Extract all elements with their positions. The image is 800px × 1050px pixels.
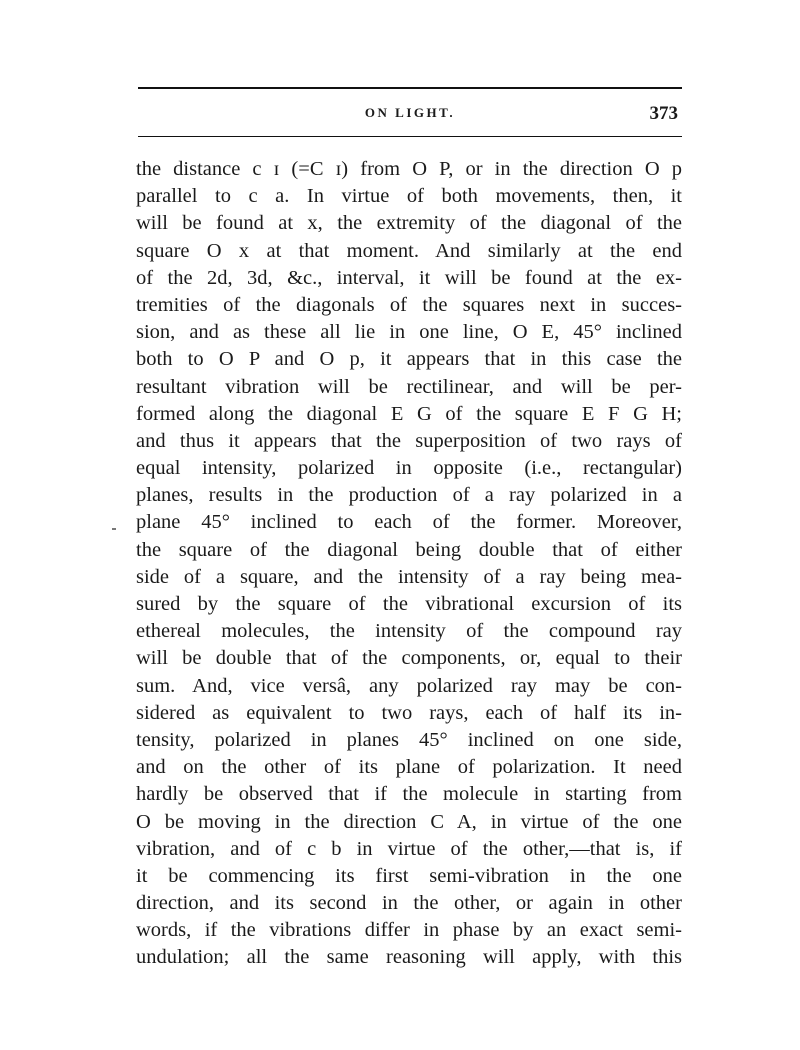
text-line: parallel to c a. In virtue of both movements, then, it <box>136 185 682 208</box>
text-line: tremities of the diagonals of the squares next in succes- <box>136 293 682 316</box>
text-line: the distance c ɪ (=C ɪ) from O P, or in the direction O p <box>136 158 682 180</box>
text-line: the square of the diagonal being double that of either <box>136 538 682 561</box>
text-line: both to O P and O p, it appears that in this case the <box>136 348 682 371</box>
text-line: vibration, and of c b in virtue of the other,—that is, if <box>136 837 682 860</box>
text-line: formed along the diagonal E G of the square E F G H; <box>136 402 682 425</box>
text-line: sured by the square of the vibrational excursion of its <box>136 593 682 615</box>
running-title: ON LIGHT. <box>364 105 456 120</box>
text-line: words, if the vibrations differ in phase by an exact semi- <box>136 919 682 942</box>
text-line: resultant vibration will be rectilinear, and will be per- <box>136 375 682 398</box>
header-top-rule <box>138 87 682 89</box>
text-line: undulation; all the same reasoning will apply, with this <box>136 946 682 969</box>
text-line: square O x at that moment. And similarly at the end <box>136 239 682 262</box>
page-number: 373 <box>649 103 678 124</box>
text-line: side of a square, and the intensity of a ray being mea- <box>136 565 682 588</box>
text-line: and on the other of its plane of polarization. It need <box>136 756 682 779</box>
header-bottom-rule <box>138 136 682 137</box>
running-head <box>138 103 682 129</box>
text-line: sum. And, vice versâ, any polarized ray may be con- <box>136 674 682 697</box>
text-line: hardly be observed that if the molecule in starting from <box>136 783 682 806</box>
text-line: of the 2d, 3d, &c., interval, it will be found at the ex- <box>136 266 682 289</box>
text-line: sion, and as these all lie in one line, O E, 45° inclined <box>136 321 682 344</box>
text-line: ethereal molecules, the intensity of the compound ray <box>136 620 682 643</box>
margin-mark <box>112 528 116 530</box>
text-line: and thus it appears that the superposition of two rays of <box>136 429 682 452</box>
text-line: equal intensity, polarized in opposite (i.e., rectangular) <box>136 457 682 480</box>
text-line: direction, and its second in the other, or again in other <box>136 892 682 915</box>
text-line: it be commencing its first semi-vibration in the one <box>136 864 682 887</box>
text-line: will be double that of the components, or, equal to their <box>136 647 682 670</box>
text-line: plane 45° inclined to each of the former. Moreover, <box>136 511 682 534</box>
text-line: tensity, polarized in planes 45° inclined on one side, <box>136 728 682 751</box>
text-line: planes, results in the production of a ray polarized in a <box>136 484 682 507</box>
text-line: O be moving in the direction C A, in virtue of the one <box>136 810 682 833</box>
body-text <box>136 156 682 972</box>
text-line: sidered as equivalent to two rays, each of half its in- <box>136 701 682 724</box>
text-line: will be found at x, the extremity of the diagonal of the <box>136 212 682 235</box>
